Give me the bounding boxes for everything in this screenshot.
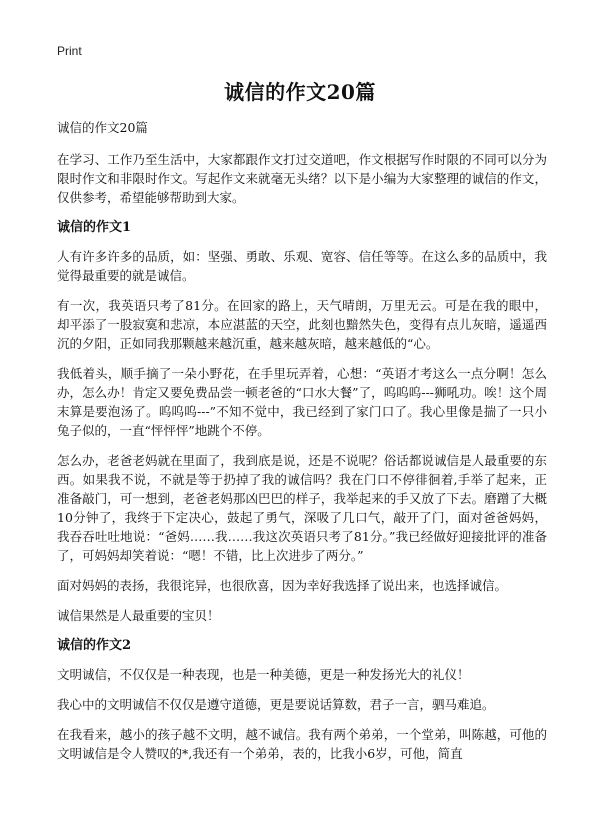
essay-1-paragraph: 怎么办，老爸老妈就在里面了，我到底是说，还是不说呢？俗话都说诚信是人最重要的东西。如果我不说，不就是等于扔掉了我的诚信吗？我在门口不停徘徊着,手举了起来，正准备敲门，可一想到，老爸老妈那凶巴巴的样子，我举起来的手又放了下去。磨蹭了大概10分钟了，我终于下定决心，鼓起了勇气，深吸了几口气，敲开了门，面对爸爸妈妈，我吞吞吐吐地说：“爸妈……我……我这次英语只考了81分。”我已经做好迎接批评的准备了，可妈妈却笑着说：“嗯！不错，比上次进步了两分。” bbox=[57, 453, 547, 563]
essay-1-paragraph: 面对妈妈的表扬，我很诧异，也很欣喜，因为幸好我选择了说出来，也选择诚信。 bbox=[57, 578, 508, 593]
essay-2-paragraph: 在我看来，越小的孩子越不文明，越不诚信。我有两个弟弟，一个堂弟，叫陈越，可他的文明诚信是令人赞叹的*,我还有一个弟弟，表的，比我小6岁，可他，简直 bbox=[57, 727, 547, 761]
essay-1-heading: 诚信的作文1 bbox=[57, 220, 132, 235]
essay-2-heading: 诚信的作文2 bbox=[57, 638, 132, 653]
print-link[interactable]: Print bbox=[57, 44, 82, 58]
essay-1-paragraph: 人有许多许多的品质，如：坚强、勇敢、乐观、宽容、信任等等。在这么多的品质中，我觉得最重要的就是诚信。 bbox=[57, 249, 547, 283]
page-title: 诚信的作文20篇 bbox=[224, 80, 376, 104]
intro-paragraph: 在学习、工作乃至生活中，大家都跟作文打过交道吧，作文根据写作时限的不同可以分为限时作文和非限时作文。写起作文来就毫无头绪？以下是小编为大家整理的诚信的作文，仅供参考，希望能够帮助到大家。 bbox=[57, 152, 547, 205]
article-body bbox=[57, 118, 547, 774]
essay-1-paragraph: 我低着头，顺手摘了一朵小野花，在手里玩弄着，心想：“英语才考这么一点分啊！怎么办，怎么办！肯定又要免费品尝一顿老爸的“口水大餐”了，呜呜呜---狮吼功。唉！这个周末算是要泡汤了。呜呜呜---”不知不觉中，我已经到了家门口了。我心里像是揣了一只小兔子似的，一直“怦怦怦”地跳个不停。 bbox=[57, 366, 547, 438]
article-subtitle: 诚信的作文20篇 bbox=[57, 120, 148, 135]
essay-1-paragraph: 有一次，我英语只考了81分。在回家的路上，天气晴朗，万里无云。可是在我的眼中，却平添了一股寂寞和悲凉，本应湛蓝的天空，此刻也黯然失色，变得有点儿灰暗，遥遥西沉的夕阳，正如同我那颗越来越沉重，越来越灰暗，越来越低的“心。 bbox=[57, 298, 547, 351]
essay-2-paragraph: 我心中的文明诚信不仅仅是遵守道德，更是要说话算数，君子一言，驷马难追。 bbox=[57, 697, 495, 712]
essay-2-paragraph: 文明诚信，不仅仅是一种表现，也是一种美德，更是一种发扬光大的礼仪！ bbox=[57, 667, 470, 682]
essay-1-paragraph: 诚信果然是人最重要的宝贝！ bbox=[57, 608, 220, 623]
